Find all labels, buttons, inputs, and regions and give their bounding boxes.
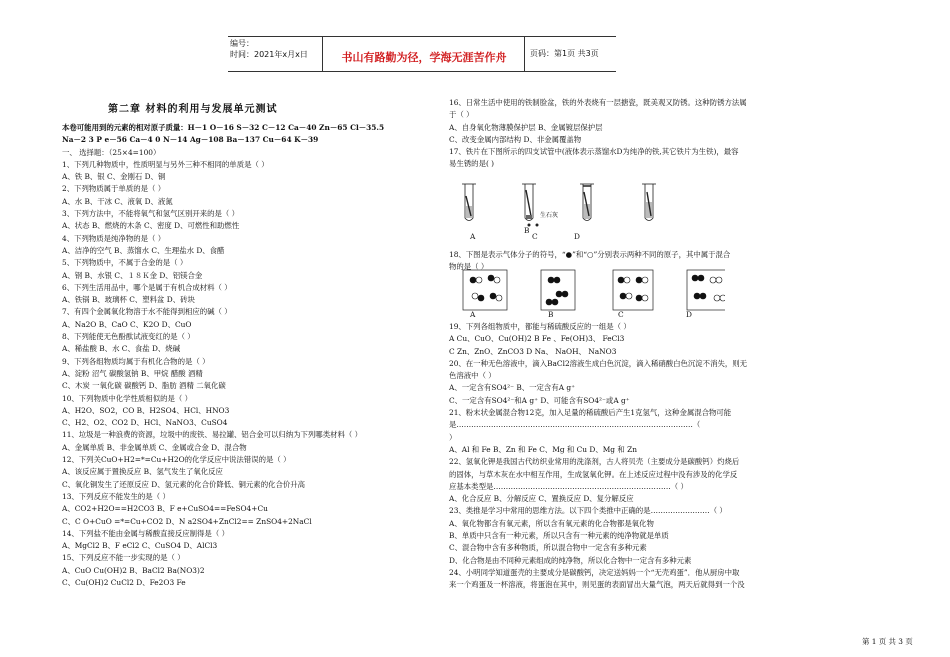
text-line: 本卷可能用到的元素的相对原子质量：H－1 O－16 S－32 C－12 Ca－40 Zn－65 Cl－35.5 (62, 123, 385, 132)
text-line: A、淀粉 沼气 碳酸氢钠 B、甲烷 醋酸 酒精 (62, 368, 203, 378)
text-line: A、金属单质 B、非金属单质 C、金属或合金 D、混合物 (62, 442, 247, 452)
text-line: A、CO2+H2O==H2CO3 B、F e+CuSO4==FeSO4+Cu (62, 504, 268, 514)
text-line: Na－2 3 P e－56 Ca－4 0 N－14 Ag－108 Ba－137 Cu－64 K－39 (62, 135, 319, 145)
text-line: 色溶液中（ ） (449, 371, 496, 381)
page-label: 页码：第1页 共3页 (530, 49, 599, 58)
molecule-figure (455, 266, 725, 318)
text-line: B、单质中只含有一种元素，所以只含有一种元素的纯净物就是单质 (449, 531, 669, 541)
text-line: 11、垃圾是一种浪费的资源，垃圾中的废铁、易拉罐、铝合金可以归纳为下列哪类材料（ ） (62, 430, 362, 440)
text-line: C、H2、O2、CO2 D、HCl、NaNO3、CuSO4 (62, 418, 228, 428)
text-line: 物的是（ ） (449, 262, 489, 272)
text-line: 一、 选择题：（25×4=100） (62, 147, 161, 157)
text-line: C、改变金属内部结构 D、非金属覆盖物 (449, 134, 582, 144)
figure1-label-d: D (574, 232, 580, 241)
text-line: A、Na2O B、CaO C、K2O D、CuO (62, 319, 192, 329)
text-line: 6、下列生活用品中，哪个是属于有机合成材料（ ） (62, 282, 232, 292)
text-line: A、自身氧化物薄膜保护层 B、金属镀层保护层 (449, 122, 603, 132)
right-column (449, 97, 789, 171)
text-line: ） (449, 432, 457, 442)
figure1-label-a: A (470, 232, 476, 241)
text-line: 9、下列各组物质均属于有机化合物的是（ ） (62, 356, 210, 366)
text-line: C、一定含有SO4²⁻和A g⁺ D、可能含有SO4²⁻或A g⁺ (449, 395, 630, 405)
text-line: 8、下列能使无色酚酞试液变红的是（ ） (62, 332, 195, 342)
text-line: A、铁锅 B、玻璃杯 C、塑料盆 D、砖块 (62, 295, 195, 305)
text-line: 于（ ） (449, 110, 474, 120)
right-question-list-bottom (449, 321, 747, 592)
figure1-label-c: C (532, 232, 538, 241)
text-line: 22、氢氧化钾是我国古代纺织业常用的洗涤剂，古人将贝壳（主要成分是碳酸钙）灼烧后 (449, 457, 740, 467)
header-divider (524, 37, 525, 71)
text-line: A、CuO Cu(OH)2 B、BaCl2 Ba(NO3)2 (62, 565, 205, 575)
text-line: A、该反应属于置换反应 B、氢气发生了氧化反应 (62, 467, 223, 477)
document-title: 第二章 材料的利用与发展单元测试 (108, 104, 278, 115)
text-line: A、一定含有SO4²⁻ B、一定含有A g⁺ (449, 383, 576, 393)
left-question-list (62, 122, 430, 589)
header-motto: 书山有路勤为径，学海无涯苦作舟 (341, 51, 507, 64)
text-line: 2、下列物质属于单质的是（ ） (62, 184, 166, 194)
figure1-label-b: B (524, 226, 530, 235)
text-line: A、稀盐酸 B、水 C、食盐 D、烧碱 (62, 344, 181, 354)
text-line: 18、下图是表示气体分子的符号，“●”和“○”分别表示两种不同的原子，其中属于混合 (449, 250, 731, 259)
molecule-box-c-icon (613, 270, 653, 310)
right-question-list-top (449, 97, 789, 171)
text-line: A、洁净的空气 B、蒸馏水 C、生理盐水 D、食醋 (62, 245, 225, 255)
text-line: A、状态 B、燃烧的木条 C、密度 D、可燃性和助燃性 (62, 221, 240, 231)
text-line: A、MgCl2 B、F eCl2 C、CuSO4 D、AlCl3 (62, 541, 218, 551)
test-tube-figure (455, 178, 685, 244)
time-label: 时间：2021年x月x日 (230, 50, 308, 59)
code-label: 编号： (230, 39, 254, 48)
text-line: A、水 B、干冰 C、液氧 D、液氮 (62, 196, 173, 206)
text-line: A、氧化物都含有氧元素，所以含有氧元素的化合物都是氧化物 (449, 518, 654, 528)
figure2-label-c: C (618, 310, 624, 319)
text-line: 17、铁片在下图所示的四支试管中(液体表示蒸馏水D为纯净的铁,其它铁片为生铁)，最容 (449, 147, 739, 157)
text-line: 是……………………………………………………………………………………（ (449, 420, 701, 430)
text-line: 15、下列反应不能一步实现的是（ ） (62, 553, 185, 563)
text-line: 1、下列几种物质中，性质明显与另外三种不相同的单质是（ ） (62, 159, 269, 169)
figure2-label-d: D (686, 310, 692, 319)
text-line: 13、下列反应不能发生的是（ ） (62, 491, 170, 501)
text-line: 20、在一种无色溶液中，滴入BaCl2溶液生成白色沉淀，滴入稀硝酸白色沉淀不消失，则无 (449, 358, 748, 368)
text-line: 21、粉末状金属混合物12克，加入足量的稀硫酸后产生1克氢气，这种金属混合物可能 (449, 408, 732, 418)
text-line: C Zn、ZnO、ZnCO3 D Na、 NaOH、 NaNO3 (449, 346, 617, 356)
figure2-label-a: A (470, 310, 476, 319)
text-line: 19、下列各组物质中，都能与稀硫酸反应的一组是（ ） (449, 322, 631, 331)
text-line: 5、下列物质中，不属于合金的是（ ） (62, 258, 188, 268)
text-line: 应基本类型是………………………………………………………………（ ） (449, 481, 688, 491)
figure2-label-b: B (548, 310, 554, 319)
molecule-box-b-icon (541, 270, 575, 310)
molecule-box-a-icon (463, 270, 507, 310)
text-line: 易生锈的是( ) (449, 159, 495, 169)
text-line: D、化合物是由不同种元素组成的纯净物，所以化合物中一定含有多种元素 (449, 555, 692, 565)
text-line: 12、下列关CuO+H2=*=Cu+H2O的化学反应中说法错误的是（ ） (62, 455, 291, 465)
text-line: 来一个鸡蛋及一杯溶液，将蛋泡在其中，则见蛋的表面冒出大量气泡，两天后就得到一个没 (449, 580, 745, 590)
page-header (228, 36, 616, 72)
text-line: 24、小明同学知道蛋壳的主要成分是碳酸钙，决定送妈妈一个“无壳鸡蛋”．他从厨房中取 (449, 567, 740, 577)
text-line: 10、下列物质中化学性质相似的是（ ） (62, 393, 193, 403)
figure1-lime-label: 生石灰 (540, 212, 559, 219)
text-line: 23、类推是学习中常用的思维方法。以下四个类推中正确的是……………………（ ） (449, 506, 727, 516)
text-line: C、氧化铜发生了还原反应 D、氢元素的化合价降低、铜元素的化合价升高 (62, 479, 306, 489)
text-line: A、H2O、SO2，CO B、H2SO4、HCl、HNO3 (62, 405, 230, 415)
text-line: C、C O+CuO =*=Cu+CO2 D、N a2SO4+ZnCl2== ZnSO4+2NaCl (62, 516, 312, 526)
left-column (62, 102, 430, 589)
text-line: C、混合物中含有多种物质，所以混合物中一定含有多种元素 (449, 543, 647, 553)
text-line: A、化合反应 B、分解反应 C、置换反应 D、复分解反应 (449, 494, 634, 504)
text-line: C、Cu(OH)2 CuCl2 D、Fe2O3 Fe (62, 577, 186, 587)
text-line: A Cu、CuO、Cu(OH)2 B Fe 、Fe(OH)3、 FeCl3 (449, 334, 625, 344)
header-divider (322, 37, 323, 71)
page-footer: 第 1 页 共 3 页 (862, 637, 913, 646)
text-line: C、木炭 一氧化碳 碳酸钙 D、脂肪 酒精 二氧化碳 (62, 381, 226, 391)
text-line: 7、有四个金属氧化物溶于水不能得到相应的碱（ ） (62, 307, 232, 317)
text-line: 4、下列物质是纯净物的是（ ） (62, 233, 166, 243)
text-line: A、钢 B、水银 C、１８Ｋ金 D、铝镁合金 (62, 270, 203, 280)
text-line: A、Al 和 Fe B、Zn 和 Fe C、Mg 和 Cu D、Mg 和 Zn (449, 444, 638, 454)
text-line: 3、下列方法中，不能将氧气和氢气区别开来的是（ ） (62, 209, 240, 219)
text-line: 的固体，与草木灰在水中相互作用，生成氢氧化钾。在上述反应过程中没有涉及的化学反 (449, 469, 738, 479)
text-line: 14、下列盐不能由金属与稀酸直接反应制得是（ ） (62, 528, 229, 538)
text-line: 16、日常生活中使用的铁制脸盆，铁的外表烧有一层搪瓷，既美观又防锈。这种防锈方法属 (449, 98, 747, 107)
text-line: A、铁 B、银 C、金刚石 D、铜 (62, 172, 166, 182)
